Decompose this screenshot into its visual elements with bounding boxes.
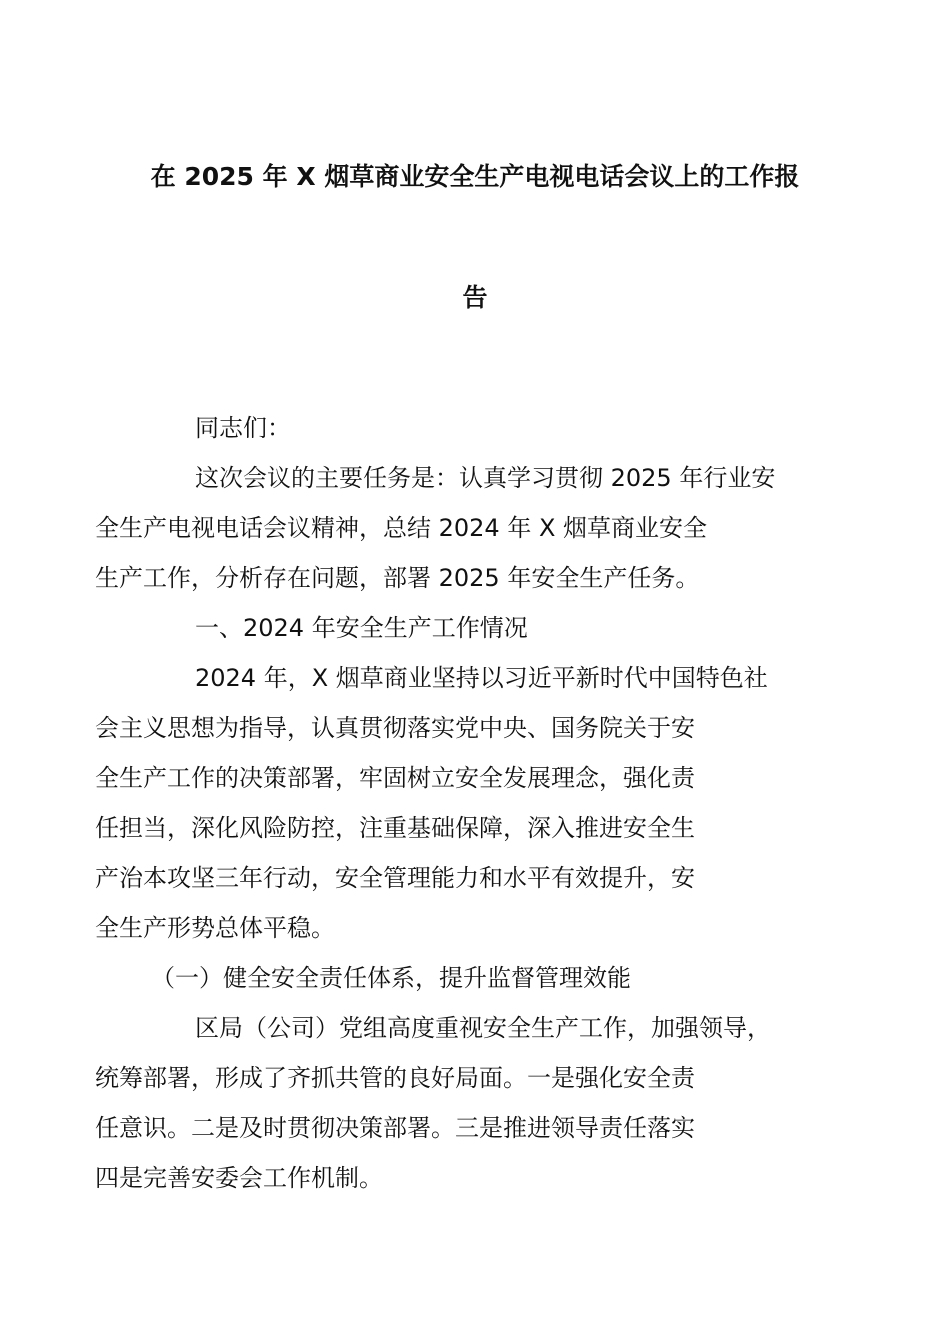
paragraph-line: 产治本攻坚三年行动，安全管理能力和水平有效提升，安: [95, 864, 695, 892]
paragraph-meeting-tasks: [95, 453, 807, 603]
section-heading-1: [145, 603, 807, 653]
paragraph-line: 统筹部署，形成了齐抓共管的良好局面。一是强化安全责: [95, 1064, 695, 1092]
paragraph-line: 任担当，深化风险防控，注重基础保障，深入推进安全生: [95, 814, 695, 842]
paragraph-line: 这次会议的主要任务是：认真学习贯彻 2025 年行业安: [195, 464, 776, 492]
section-heading-text: 一、2024 年安全生产工作情况: [195, 614, 528, 642]
subsection-heading-text: （一）健全安全责任体系，提升监督管理效能: [151, 964, 631, 992]
subsection-heading-1: [145, 953, 807, 1003]
paragraph-line: 全生产工作的决策部署，牢固树立安全发展理念，强化责: [95, 764, 695, 792]
paragraph-line: 全生产电视电话会议精神，总结 2024 年 X 烟草商业安全: [95, 514, 708, 542]
paragraph-line: 会主义思想为指导，认真贯彻落实党中央、国务院关于安: [95, 714, 695, 742]
paragraph-line: 区局（公司）党组高度重视安全生产工作，加强领导，: [195, 1014, 771, 1042]
document-body: [95, 403, 807, 1203]
document-title-line-1: 在 2025 年 X 烟草商业安全生产电视电话会议上的工作报: [150, 162, 800, 191]
paragraph-line: 2024 年，X 烟草商业坚持以习近平新时代中国特色社: [195, 664, 768, 692]
paragraph-2024-overview: [95, 653, 807, 953]
paragraph-line: 四是完善安委会工作机制。: [95, 1164, 383, 1192]
paragraph-leadership: [95, 1003, 807, 1203]
paragraph-line: 生产工作，分析存在问题，部署 2025 年安全生产任务。: [95, 564, 700, 592]
paragraph-line: 全生产形势总体平稳。: [95, 914, 335, 942]
salutation: 同志们：: [195, 414, 291, 442]
document-title-line-2: 告: [462, 283, 488, 312]
paragraph-line: 任意识。二是及时贯彻决策部署。三是推进领导责任落实: [95, 1114, 695, 1142]
